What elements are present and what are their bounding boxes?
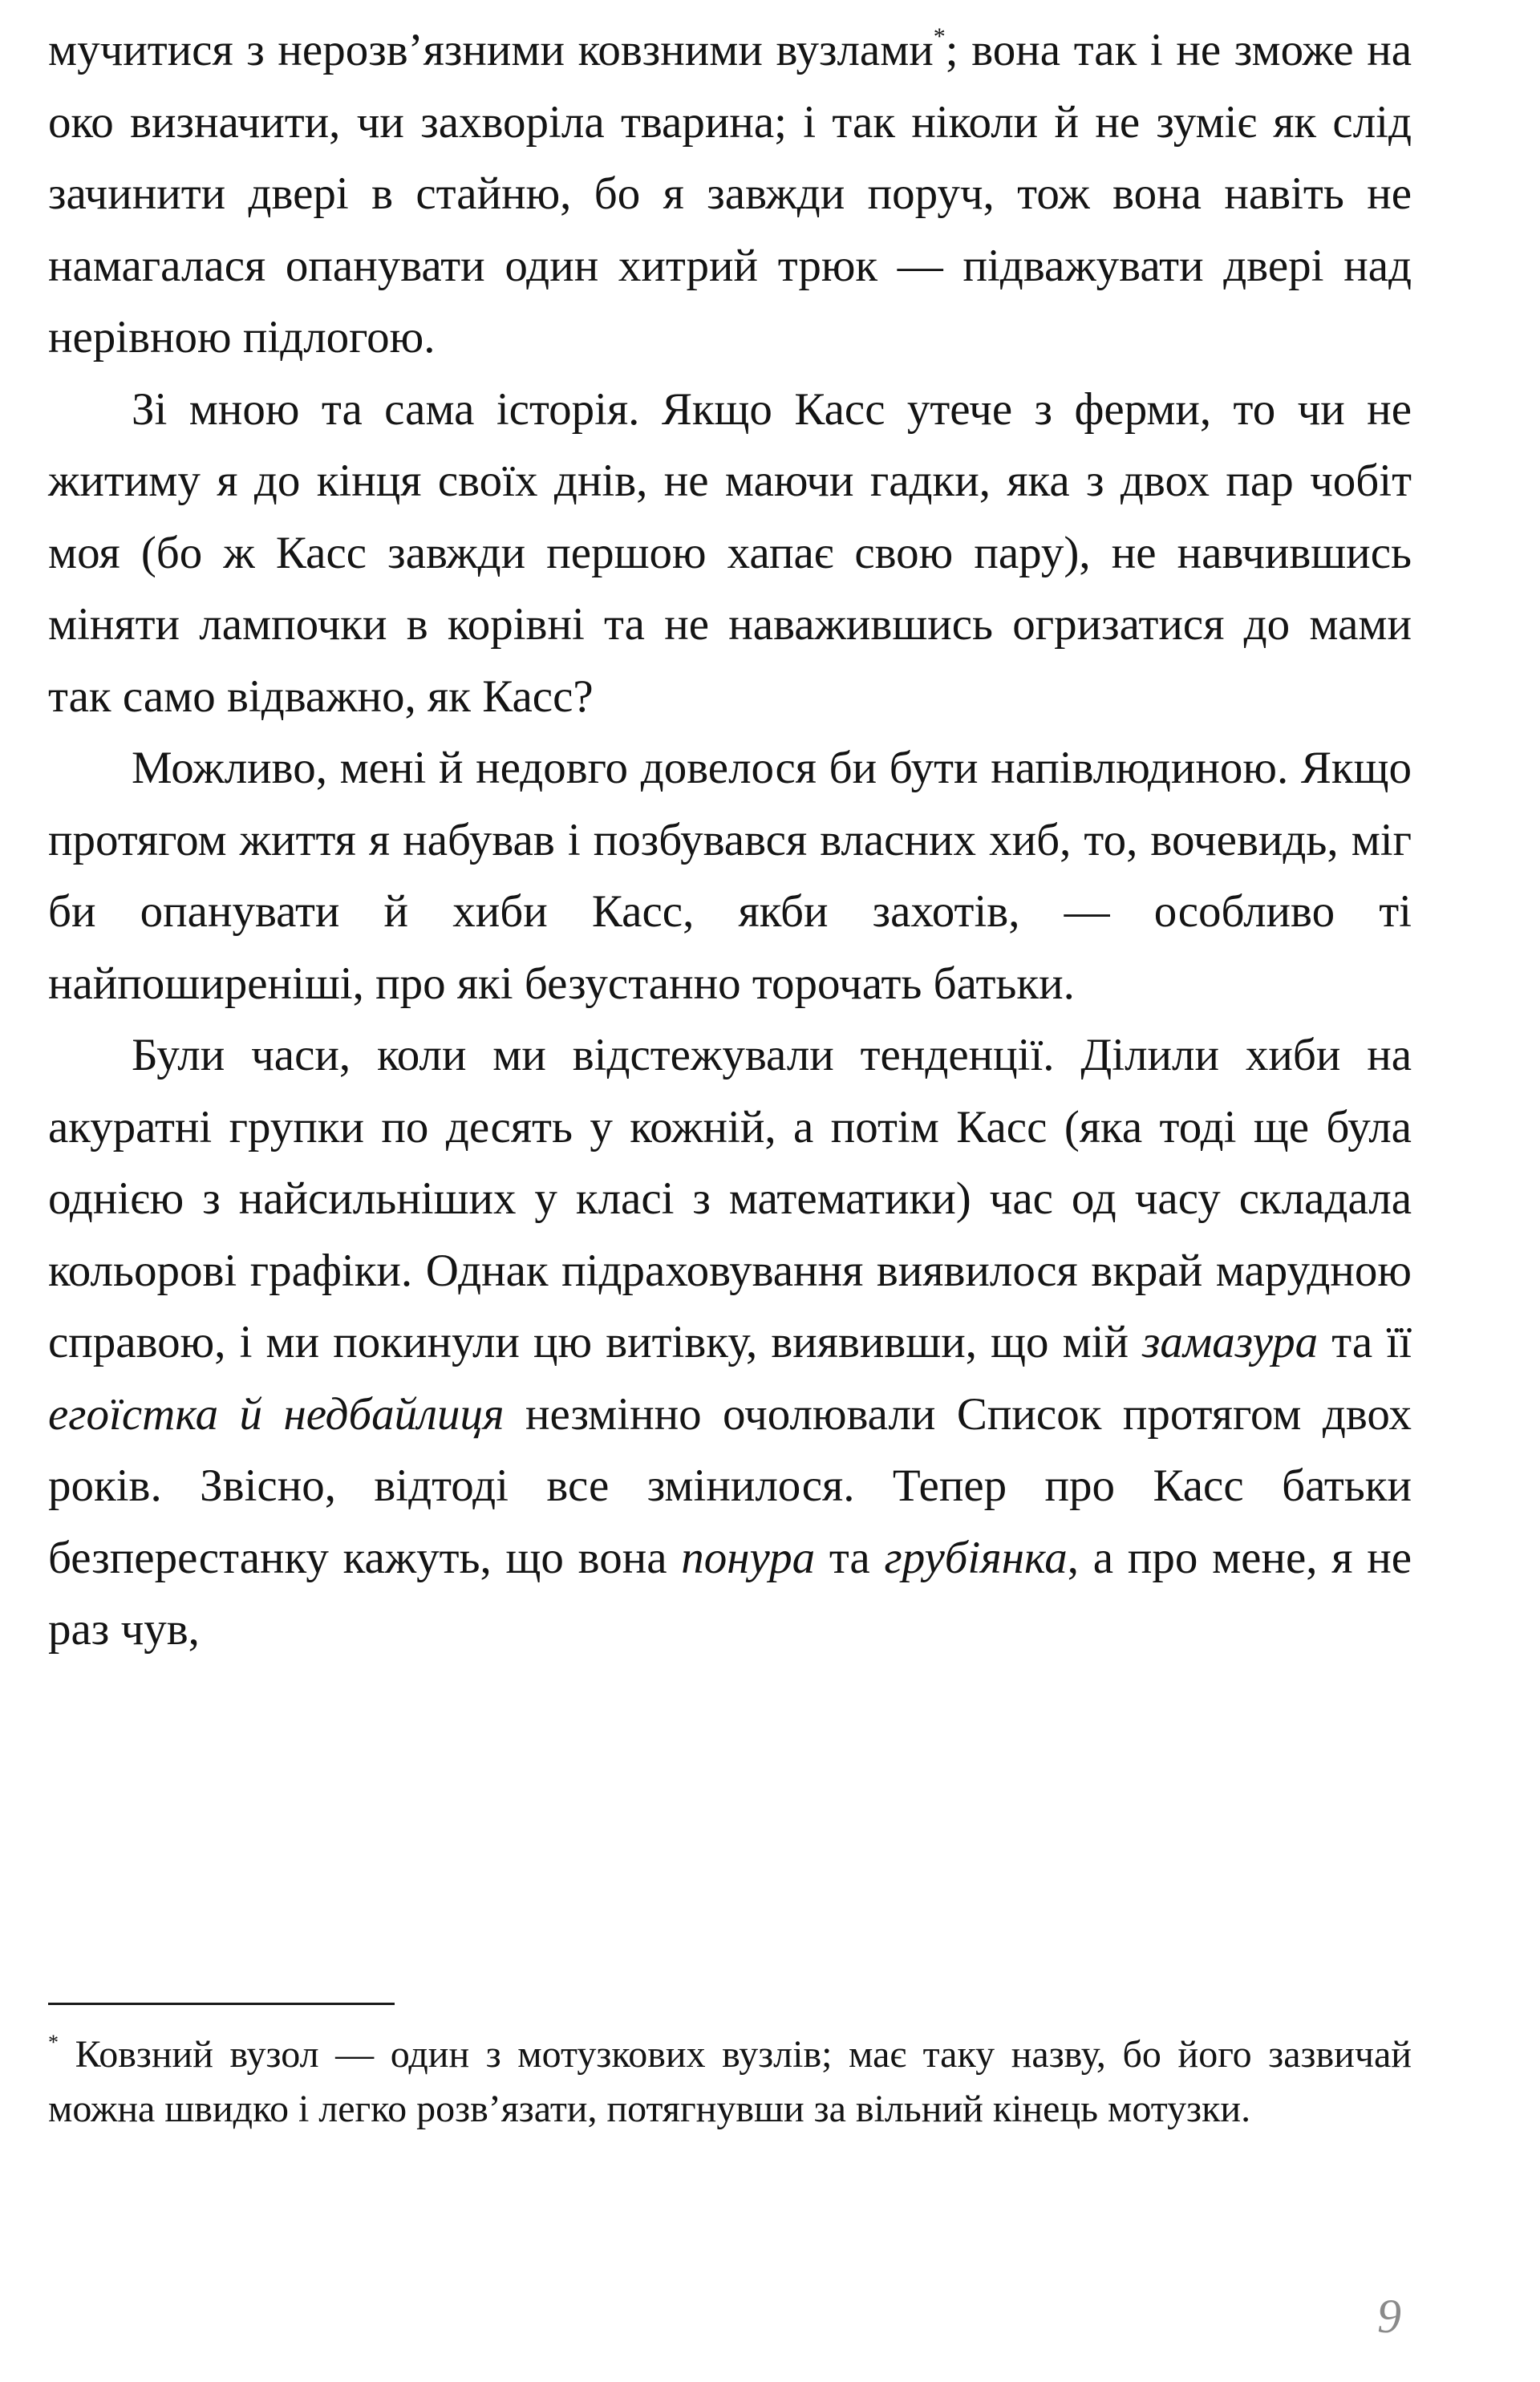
page-number: 9 (1377, 2290, 1401, 2343)
paragraph-4-seg-3: та її (1318, 1317, 1412, 1367)
page-body (48, 14, 1412, 1666)
paragraph-4-seg-5: незмінно очолювали Список протягом двох років. Звісно, відтоді все змінилося. Тепер про Касс батьки безперестанку кажуть, що вона (48, 1388, 1412, 1583)
footnote-text: Ковзний вузол — один з мотузкових вузлів; має таку назву, бо його зазвичай можна швидко і легко розв’язати, потягнувши за вільний кінець мотузки. (48, 2033, 1412, 2130)
paragraph-3 (48, 732, 1412, 1019)
footnote (48, 2028, 1412, 2137)
italic-term-ponura: понура (681, 1532, 816, 1583)
paragraph-2 (48, 374, 1412, 733)
italic-term-grubiyanka: грубіянка (884, 1532, 1068, 1583)
paragraph-4 (48, 1019, 1412, 1666)
italic-term-egoistka: егоїстка й недбайлиця (48, 1388, 505, 1440)
paragraph-4-seg-7: та (815, 1532, 885, 1583)
footnote-marker: * (48, 2031, 59, 2054)
italic-term-zamazura: замазура (1142, 1317, 1319, 1367)
paragraph-4-seg-9: , а про мене, я не раз чув, (48, 1532, 1412, 1655)
paragraph-2-seg-1: Зі мною та сама історія. Якщо Касс утече з ферми, то чи не житиму я до кінця своїх днів, не маючи гадки, яка з двох пар чобіт моя (бо ж Касс завжди першою хапає свою пару), не навчившись міняти лампочки в корівні та не наважившись огризатися до мами так само відважно, як Касс? (48, 383, 1412, 722)
paragraph-1-seg-1: мучитися з нерозв’язними ковзними вузлами (48, 25, 934, 75)
footnote-separator (48, 2003, 395, 2005)
paragraph-1 (48, 14, 1412, 374)
paragraph-4-seg-1: Були часи, коли ми відстежували тенденції. Ділили хиби на акуратні групки по десять у кожній, а потім Касс (яка тоді ще була однією з найсильніших у класі з математики) час од часу складала кольорові графіки. Однак підраховування виявилося вкрай марудною справою, і ми покинули цю витівку, виявивши, що мій (48, 1030, 1412, 1367)
footnote-reference-mark: * (933, 23, 946, 50)
paragraph-3-seg-1: Можливо, мені й недовго довелося би бути напівлюдиною. Якщо протягом життя я набував і позбувався власних хиб, то, вочевидь, міг би опанувати й хиби Касс, якби захотів, — особливо ті найпоширеніші, про які безустанно торочать батьки. (48, 743, 1412, 1009)
paragraph-1-seg-2: ; вона так і не зможе на око визначити, чи захворіла тварина; і так ніколи й не зуміє як слід зачинити двері в стайню, бо я завжди поруч, тож вона навіть не намагалася опанувати один хитрий трюк — підважувати двері над нерівною підлогою. (48, 25, 1412, 363)
